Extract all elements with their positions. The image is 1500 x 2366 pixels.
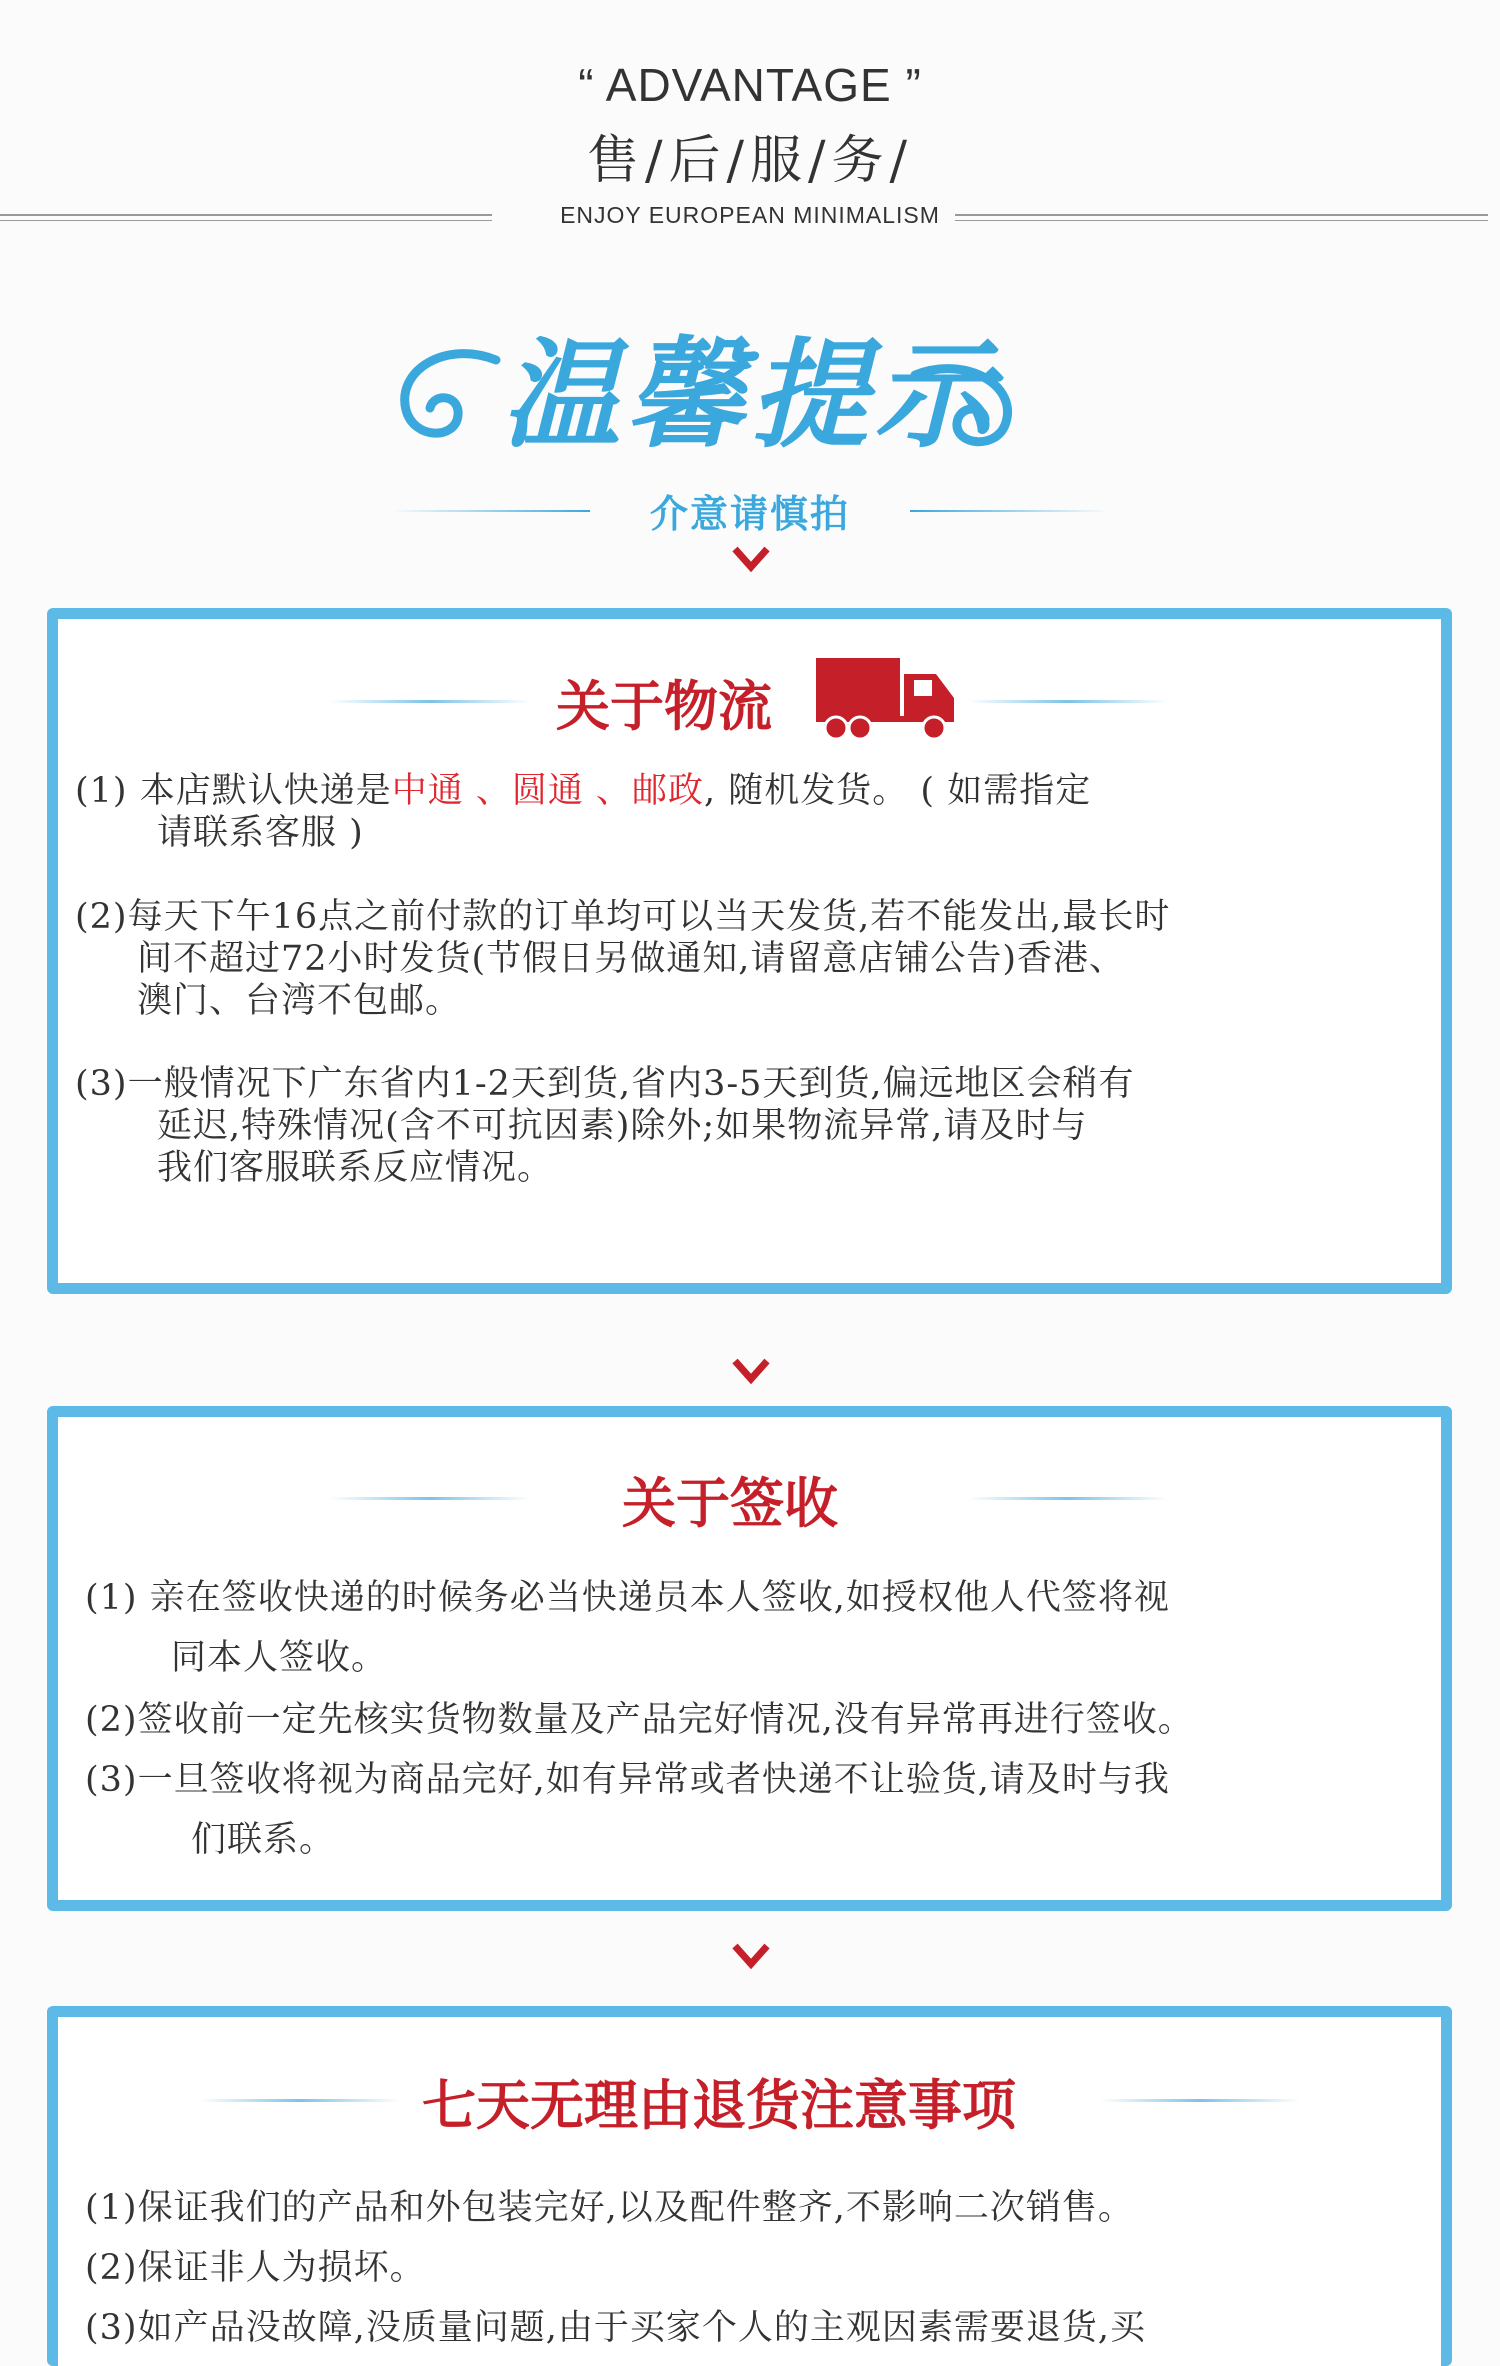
signing-item-1-line1: (1) 亲在签收快递的时候务必当快递员本人签收,如授权他人代签将视 [85, 1578, 1170, 1618]
logistics-item-3-line3: 我们客服联系反应情况。 [157, 1148, 554, 1188]
returns-title-line-left [200, 2099, 400, 2102]
divider-right-thin [955, 220, 1488, 221]
logistics-item-2-line1: (2)每天下午16点之前付款的订单均可以当天发货,若不能发出,最长时 [75, 897, 1171, 937]
signing-item-3 [85, 1750, 1425, 1870]
logistics-item-2-line2: 间不超过72小时发货(节假日另做通知,请留意店铺公告)香港、 [137, 939, 1125, 979]
signing-item-3-line1: (3)一旦签收将视为商品完好,如有异常或者快递不让验货,请及时与我 [85, 1760, 1170, 1800]
signing-title: 关于签收 [622, 1472, 838, 1535]
returns-item-3: (3)如产品没故障,没质量问题,由于买家个人的主观因素需要退货,买 [85, 2308, 1146, 2348]
warm-tip-title: 温馨提示 [501, 325, 998, 464]
truck-icon [814, 650, 958, 745]
logistics-title-line-right [968, 700, 1168, 703]
signing-item-1 [85, 1568, 1425, 1688]
returns-title: 七天无理由退货注意事项 [422, 2074, 1016, 2137]
enjoy-tagline: ENJOY EUROPEAN MINIMALISM [560, 202, 940, 228]
courier-zto: 中通 [391, 771, 464, 811]
signing-item-2 [85, 1690, 1425, 1750]
logistics-title-line-left [330, 700, 530, 703]
logistics-item-3 [75, 1063, 1415, 1189]
logistics-item-2 [75, 896, 1415, 1022]
returns-item-2: (2)保证非人为损坏。 [85, 2248, 426, 2288]
signing-item-1-line2: 同本人签收。 [171, 1638, 388, 1678]
swirl-right-icon [905, 335, 1025, 475]
logistics-item-2-line3: 澳门、台湾不包邮。 [137, 981, 462, 1021]
chevron-down-icon [731, 1355, 771, 1385]
logistics-item-1-line2: 请联系客服 ) [157, 813, 364, 853]
returns-item-1: (1)保证我们的产品和外包装完好,以及配件整齐,不影响二次销售。 [85, 2188, 1134, 2228]
logistics-item-1 [75, 770, 1415, 854]
courier-post: 邮政 [632, 771, 705, 811]
signing-item-2-line1: (2)签收前一定先核实货物数量及产品完好情况,没有异常再进行签收。 [85, 1700, 1194, 1740]
logistics-item-3-line1: (3)一般情况下广东省内1-2天到货,省内3-5天到货,偏远地区会稍有 [75, 1064, 1135, 1104]
returns-title-line-right [1100, 2099, 1300, 2102]
courier-yto: 圆通 [511, 771, 584, 811]
advantage-heading: “ ADVANTAGE ” [578, 59, 922, 111]
chevron-down-icon [731, 543, 771, 573]
logistics-title: 关于物流 [556, 675, 772, 738]
courier-sep-2: 、 [583, 771, 633, 811]
signing-title-line-right [968, 1497, 1168, 1500]
logistics-item-3-line2: 延迟,特殊情况(含不可抗因素)除外;如果物流异常,请及时与 [157, 1106, 1088, 1146]
signing-item-3-line2: 们联系。 [191, 1820, 336, 1860]
warm-tip-subtitle: 介意请慎拍 [649, 492, 850, 536]
after-sales-heading: 售/后/服/务/ [586, 131, 914, 191]
divider-right [955, 214, 1488, 216]
logistics-item-1-prefix: (1) 本店默认快递是 [75, 771, 392, 811]
subtitle-line-right [910, 510, 1110, 512]
signing-title-line-left [330, 1497, 530, 1500]
courier-sep-1: 、 [463, 771, 512, 811]
chevron-down-icon [731, 1940, 771, 1970]
logistics-item-1-suffix: , 随机发货。 ( 如需指定 [704, 771, 1092, 811]
